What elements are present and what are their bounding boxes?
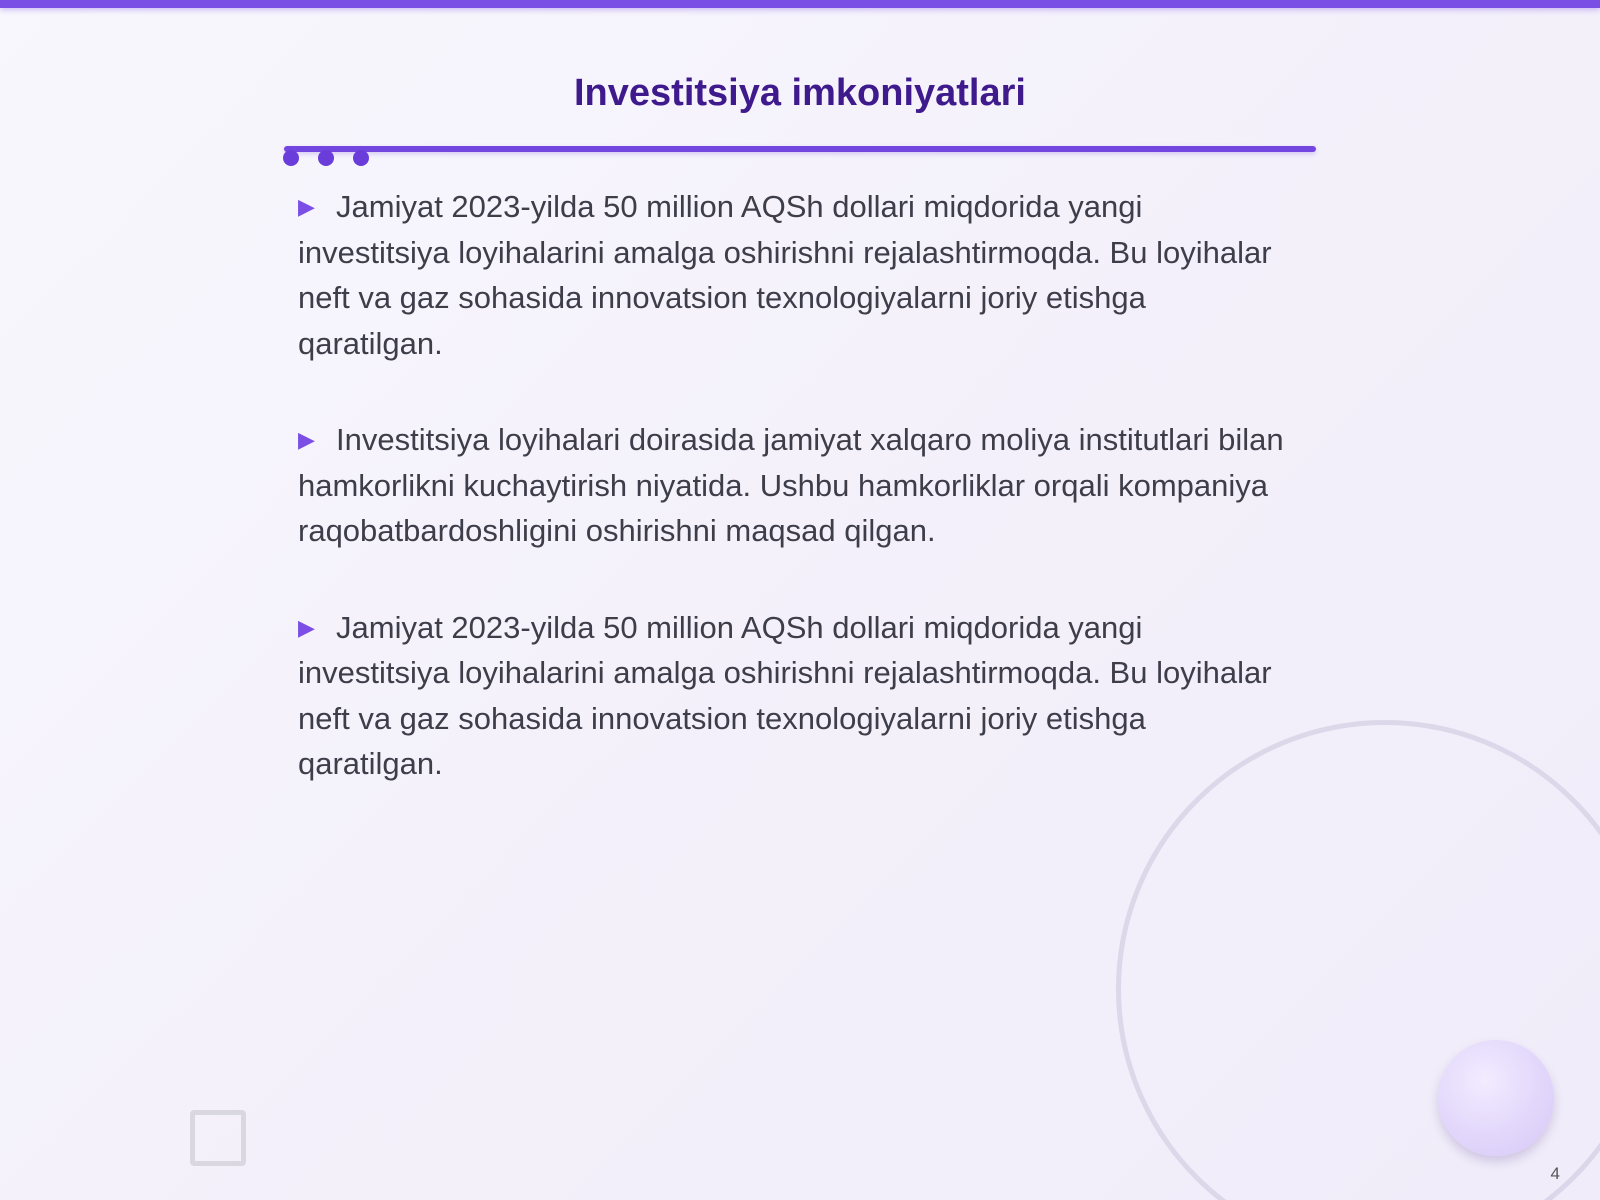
decorative-square bbox=[190, 1110, 246, 1166]
decorative-dot bbox=[353, 150, 369, 166]
bullet-list bbox=[298, 184, 1298, 838]
page-number: 4 bbox=[1550, 1164, 1560, 1183]
slide-title: Investitsiya imkoniyatlari bbox=[574, 72, 1026, 114]
bullet-item bbox=[298, 605, 1298, 787]
bullet-text: Jamiyat 2023-yilda 50 million AQSh dollari miqdorida yangi investitsiya loyihalarini amalga oshirishni rejalashtirmoqda. Bu loyihalar neft va gaz sohasida innovatsion texnologiyalarni joriy etishga qaratilgan. bbox=[298, 189, 1272, 361]
decorative-bubble bbox=[1438, 1040, 1554, 1156]
bullet-item bbox=[298, 417, 1298, 554]
bullet-text: Investitsiya loyihalari doirasida jamiyat xalqaro moliya institutlari bilan hamkorlikni kuchaytirish niyatida. Ushbu hamkorliklar orqali kompaniya raqobatbardoshligini oshirishni maqsad qilgan. bbox=[298, 422, 1284, 548]
bullet-item bbox=[298, 184, 1298, 366]
triangle-bullet-icon: ▶ bbox=[298, 614, 315, 640]
decorative-dot bbox=[318, 150, 334, 166]
decorative-dot bbox=[283, 150, 299, 166]
triangle-bullet-icon: ▶ bbox=[298, 194, 315, 219]
title-underline bbox=[284, 146, 1316, 152]
top-accent-bar bbox=[0, 0, 1600, 8]
triangle-bullet-icon: ▶ bbox=[298, 427, 315, 452]
bullet-text: Jamiyat 2023-yilda 50 million AQSh dollari miqdorida yangi investitsiya loyihalarini amalga oshirishni rejalashtirmoqda. Bu loyihalar neft va gaz sohasida innovatsion texnologiyalarni joriy etishga qaratilgan. bbox=[298, 609, 1272, 781]
